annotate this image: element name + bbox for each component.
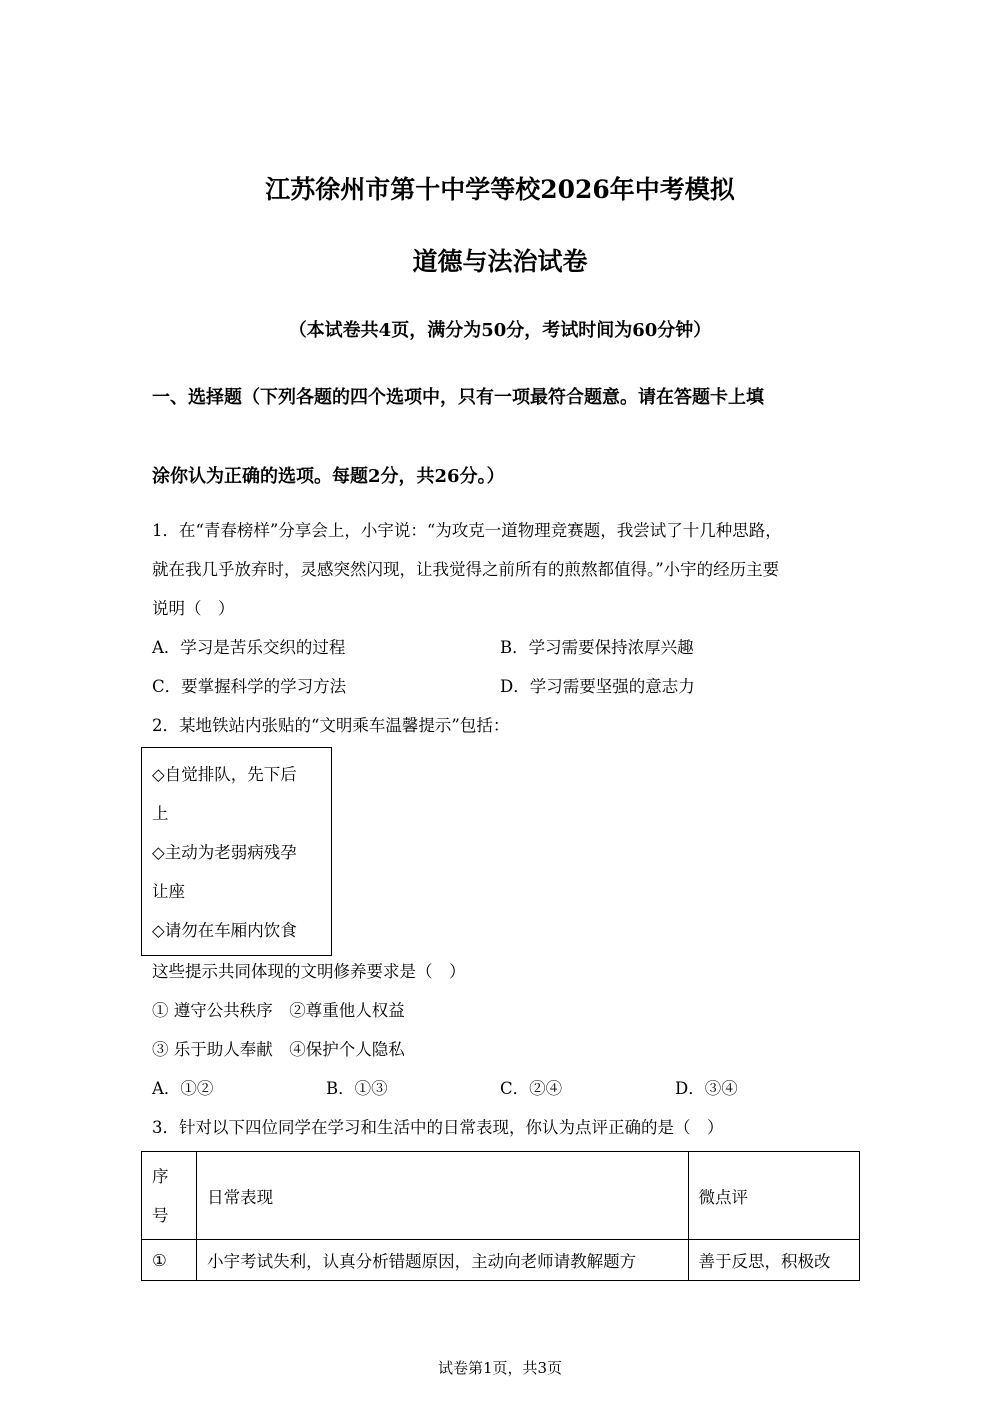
q1-stem-line2: 就在我几乎放弃时，灵感突然闪现，让我觉得之前所有的煎熬都值得。”小宇的经历主要 — [152, 560, 780, 579]
q2-stem: 2．某地铁站内张贴的“文明乘车温馨提示”包括： — [152, 716, 510, 735]
q2-items-line1: ① 遵守公共秩序 ②尊重他人权益 — [152, 1001, 405, 1020]
notice-line: ◇自觉排队，先下后 — [152, 765, 297, 784]
table-header-cell-comment: 微点评 — [688, 1152, 860, 1240]
notice-box — [141, 747, 332, 956]
table-header-row — [142, 1152, 860, 1240]
table-cell-index: ① — [142, 1240, 197, 1281]
page-footer: 试卷第1页，共3页 — [437, 1359, 563, 1377]
table-cell-comment: 善于反思，积极改 — [688, 1240, 860, 1281]
table-cell-behavior: 小宇考试失利，认真分析错题原因，主动向老师请教解题方 — [197, 1240, 688, 1281]
q3-table — [141, 1151, 860, 1281]
section-heading-line2: 涂你认为正确的选项。每题2分，共26分。） — [152, 466, 505, 487]
notice-line: 让座 — [152, 882, 185, 901]
exam-title-line1: 江苏徐州市第十中学等校2026年中考模拟 — [265, 175, 735, 204]
q1-stem-line1: 1．在“青春榜样”分享会上，小宇说：“为攻克一道物理竞赛题，我尝试了十几种思路， — [152, 521, 782, 540]
q2-option-c: C．②④ — [500, 1079, 563, 1098]
q1-stem-line3: 说明（ ） — [152, 599, 235, 618]
notice-line: ◇请勿在车厢内饮食 — [152, 921, 297, 940]
q1-option-c: C．要掌握科学的学习方法 — [152, 677, 347, 696]
table-header-cell-index — [142, 1152, 197, 1240]
notice-line: 上 — [152, 804, 169, 823]
q3-stem: 3．针对以下四位同学在学习和生活中的日常表现，你认为点评正确的是（ ） — [152, 1118, 724, 1137]
q2-option-d: D．③④ — [675, 1079, 738, 1098]
table-header-cell-behavior: 日常表现 — [197, 1152, 688, 1240]
q1-option-a: A．学习是苦乐交织的过程 — [152, 638, 346, 657]
q2-option-b: B．①③ — [326, 1079, 388, 1098]
q2-option-a: A．①② — [152, 1079, 214, 1098]
exam-title-line2: 道德与法治试卷 — [412, 247, 588, 276]
header-index-label: 序号 — [152, 1166, 169, 1225]
section-heading-line1: 一、选择题（下列各题的四个选项中，只有一项最符合题意。请在答题卡上填 — [152, 387, 764, 408]
q2-items-line2: ③ 乐于助人奉献 ④保护个人隐私 — [152, 1040, 405, 1059]
table-row — [142, 1240, 860, 1281]
q1-option-d: D．学习需要坚强的意志力 — [500, 677, 695, 696]
q1-option-b: B．学习需要保持浓厚兴趣 — [500, 638, 694, 657]
exam-subtitle: （本试卷共4页，满分为50分，考试时间为60分钟） — [288, 320, 712, 341]
q2-question: 这些提示共同体现的文明修养要求是（ ） — [152, 962, 466, 981]
notice-line: ◇主动为老弱病残孕 — [152, 843, 297, 862]
